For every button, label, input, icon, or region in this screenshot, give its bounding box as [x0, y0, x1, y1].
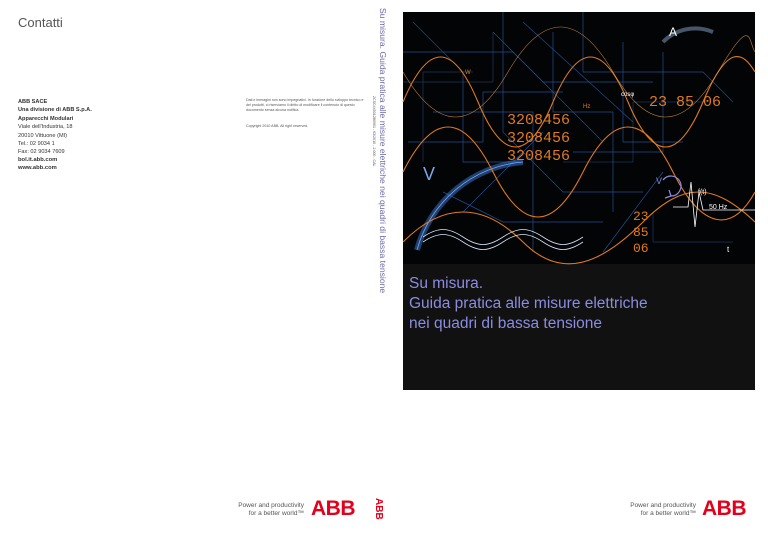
company-city: 20010 Vittuone (MI): [18, 132, 68, 139]
tagline-front: [620, 502, 696, 518]
tagline-line-1: Power and productivity: [630, 502, 696, 509]
svg-text:f(t): f(t): [698, 189, 707, 196]
web-link-abb[interactable]: www.abb.com: [18, 165, 57, 172]
svg-text:A: A: [669, 25, 678, 39]
spine: [372, 8, 394, 294]
svg-text:ABB: ABB: [702, 497, 746, 520]
svg-text:85: 85: [633, 225, 649, 240]
svg-text:23: 23: [633, 209, 649, 224]
cover-title: [409, 274, 648, 334]
svg-text:3208456: 3208456: [507, 130, 571, 147]
company-address: [18, 98, 92, 157]
svg-text:ABB: ABB: [311, 497, 355, 520]
svg-text:W: W: [465, 70, 471, 76]
cover-artwork: [403, 12, 755, 264]
spine-title: Su misura. Guida pratica alle misure elettriche nei quadri di bassa tensione: [378, 8, 388, 294]
company-division: Una divisione di ABB S.p.A.: [18, 107, 92, 114]
tagline-back: [228, 502, 304, 518]
cover-title-line-2: Guida pratica alle misure elettriche: [409, 295, 648, 312]
svg-text:Hz: Hz: [583, 104, 591, 110]
page-title: Contatti: [18, 15, 63, 30]
abb-logo: [702, 498, 752, 518]
svg-text:50 Hz: 50 Hz: [709, 204, 728, 211]
tagline-line-1: Power and productivity: [238, 502, 304, 509]
web-links: [18, 156, 57, 173]
spine-code: 2CSC445012B0901 - 03/2010 - 2.000 - CAL: [372, 96, 376, 167]
svg-text:06: 06: [633, 241, 649, 256]
svg-text:ABB: ABB: [373, 498, 384, 520]
svg-text:3208456: 3208456: [507, 148, 571, 165]
company-fax: Fax: 02 9034 7609: [18, 149, 65, 156]
tagline-line-2: for a better world™: [248, 510, 304, 517]
abb-logo-spine: [375, 497, 387, 520]
web-link-bol[interactable]: bol.it.abb.com: [18, 157, 58, 163]
copyright: Copyright 2010 ABB. All right reserved.: [246, 124, 309, 128]
disclaimer: Dati e immagini non sono impegnativi. In funzione dello sviluppo tecnico e dei prodotti, ci riserviamo il diritto di modificare il contenuto di questo documento senza alcuna notifica.: [246, 98, 364, 113]
svg-text:V: V: [656, 176, 663, 186]
company-unit: Apparecchi Modulari: [18, 115, 74, 122]
company-name: ABB SACE: [18, 99, 48, 105]
front-cover: [403, 12, 755, 390]
abb-logo: [311, 498, 361, 518]
cover-title-line-3: nei quadri di bassa tensione: [409, 315, 603, 332]
svg-text:23 85 06: 23 85 06: [649, 94, 722, 111]
company-tel: Tel.: 02 9034 1: [18, 141, 55, 148]
svg-text:cosφ: cosφ: [621, 92, 635, 98]
company-street: Viale dell'Industria, 18: [18, 124, 73, 131]
svg-text:3208456: 3208456: [507, 112, 571, 129]
svg-text:t: t: [727, 245, 730, 254]
cover-title-line-1: Su misura.: [409, 275, 484, 292]
svg-text:V: V: [423, 164, 436, 184]
tagline-line-2: for a better world™: [640, 510, 696, 517]
